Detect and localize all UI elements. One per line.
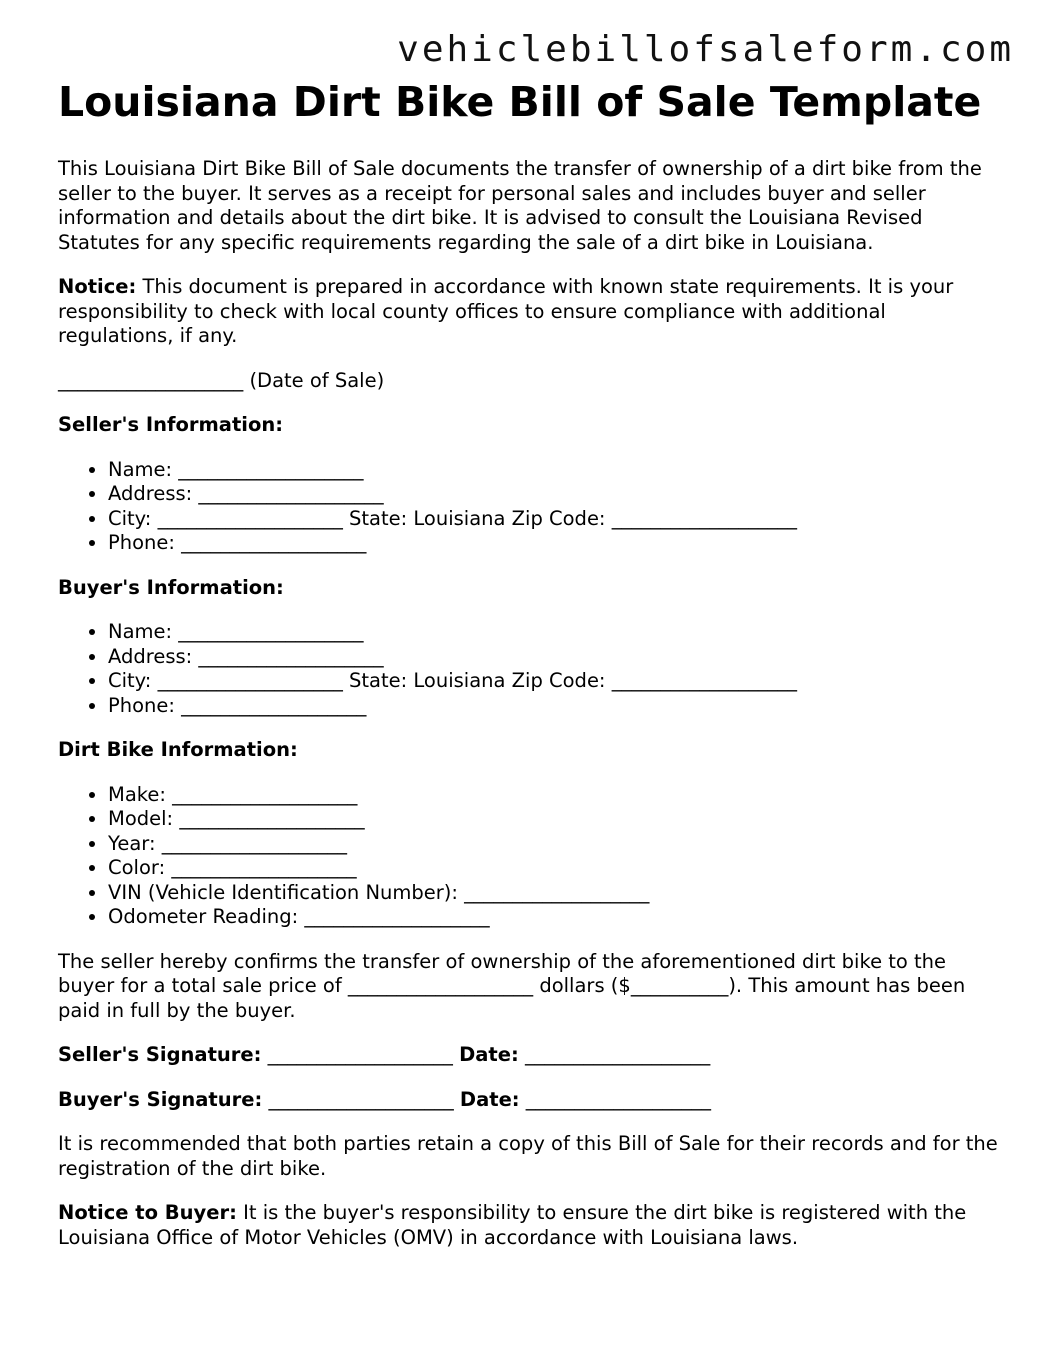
buyer-city-field: • City: ___________________ State: Louisiana Zip Code: ___________________ [108,669,998,694]
buyer-phone-field: • Phone: ___________________ [108,694,998,719]
confirmation-paragraph: The seller hereby confirms the transfer of ownership of the aforementioned dirt bike to the buyer for a total sale price of ___________________ dollars ($__________). This amount has been paid in full by the buyer. [58,949,966,1022]
recommendation-paragraph: It is recommended that both parties retain a copy of this Bill of Sale for their records and for the registration of the dirt bike. [58,1132,998,1180]
seller-signature-line [58,1043,998,1068]
notice-label: Notice: [58,275,137,299]
document-body [58,78,998,1250]
date-of-sale-field: ___________________ (Date of Sale) [58,368,385,392]
bike-color-field: • Color: ___________________ [108,856,998,881]
buyer-date-blank: ___________________ [519,1087,712,1111]
buyer-signature-line [58,1088,998,1113]
seller-phone-field: • Phone: ___________________ [108,531,998,556]
buyer-signature-blank: ___________________ [262,1087,460,1111]
page-title: Louisiana Dirt Bike Bill of Sale Template [58,78,982,126]
notice-to-buyer-text: It is the buyer's responsibility to ensure the dirt bike is registered with the Louisiana Office of Motor Vehicles (OMV) in accordance with Louisiana laws. [58,1201,967,1249]
seller-date-label: Date: [459,1043,519,1067]
bike-year-field: • Year: ___________________ [108,832,998,857]
bike-make-field: • Make: ___________________ [108,783,998,808]
bike-fields [58,783,998,930]
buyer-heading: Buyer's Information: [58,575,284,599]
seller-city-field: • City: ___________________ State: Louisiana Zip Code: ___________________ [108,507,998,532]
buyer-name-field: • Name: ___________________ [108,620,998,645]
seller-signature-blank: ___________________ [261,1043,460,1067]
seller-heading: Seller's Information: [58,413,284,437]
seller-signature-label: Seller's Signature: [58,1043,262,1067]
bike-odometer-field: • Odometer Reading: ___________________ [108,905,998,930]
seller-fields [58,458,998,556]
notice-text: This document is prepared in accordance with known state requirements. It is your responsibility to check with local county offices to ensure compliance with additional regulations, if any. [58,275,954,348]
bike-vin-field: • VIN (Vehicle Identification Number): ___________________ [108,881,998,906]
notice-paragraph [58,275,998,349]
seller-date-blank: ___________________ [518,1043,711,1067]
seller-name-field: • Name: ___________________ [108,458,998,483]
site-watermark: vehiclebillofsaleform.com [397,29,1014,70]
buyer-date-label: Date: [459,1087,520,1111]
buyer-fields [58,620,998,718]
notice-to-buyer-label: Notice to Buyer: [58,1201,237,1225]
bike-heading: Dirt Bike Information: [58,738,298,762]
seller-address-field: • Address: ___________________ [108,482,998,507]
intro-paragraph: This Louisiana Dirt Bike Bill of Sale documents the transfer of ownership of a dirt bike from the seller to the buyer. It serves as a receipt for personal sales and includes buyer and seller information and details about the dirt bike. It is advised to consult the Louisiana Revised Statutes for any specific requirements regarding the sale of a dirt bike in Louisiana. [58,157,982,254]
bike-model-field: • Model: ___________________ [108,807,998,832]
buyer-address-field: • Address: ___________________ [108,645,998,670]
buyer-signature-label: Buyer's Signature: [58,1087,263,1111]
notice-to-buyer-paragraph [58,1201,998,1250]
